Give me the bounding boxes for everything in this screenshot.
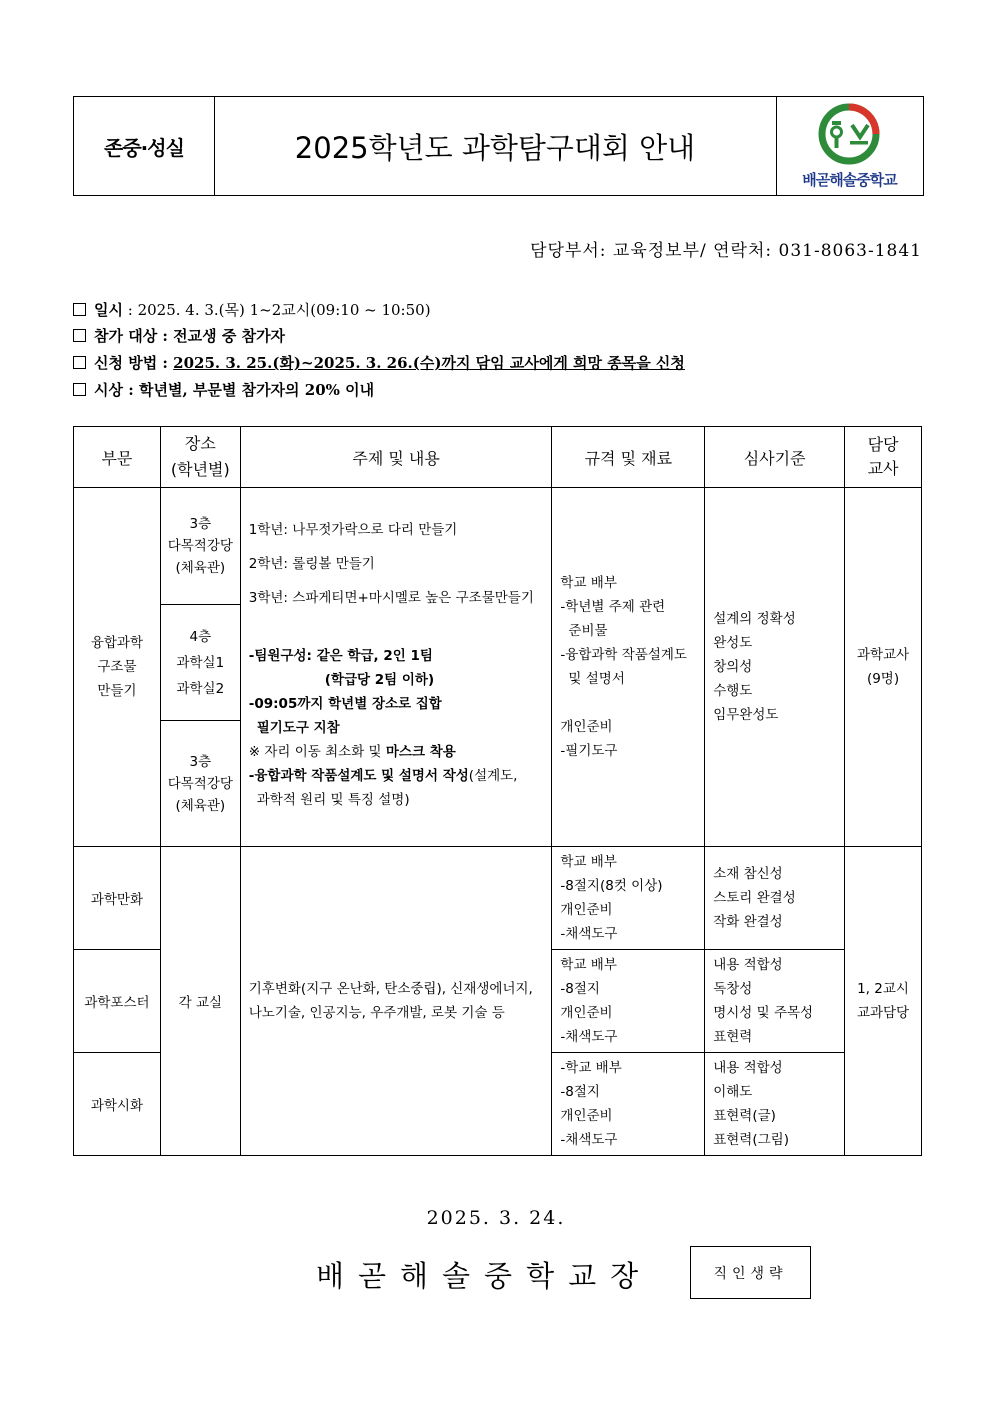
material-line: 및 설명서 — [568, 671, 625, 687]
criteria-line: 표현력(그림) — [713, 1132, 789, 1148]
material-line: 학교 배부 — [560, 575, 617, 591]
note-gather: -09:05까지 학년별 장소로 집합 — [248, 696, 442, 712]
material-line: 학교 배부 — [560, 854, 617, 870]
note-mask-text: ※ 자리 이동 최소화 및 — [248, 744, 386, 760]
topic-cell — [240, 488, 552, 847]
contact-line: 담당부서: 교육정보부/ 연락처: 031-8063-1841 — [530, 241, 922, 261]
col-header-materials: 규격 및 재료 — [552, 427, 705, 488]
school-logo — [776, 97, 923, 195]
criteria-line: 완성도 — [713, 635, 753, 651]
criteria-line: 설계의 정확성 — [713, 611, 796, 627]
col-header-topic: 주제 및 내용 — [240, 427, 552, 488]
criteria-line: 독창성 — [713, 981, 753, 997]
col-header-teacher: 담당 교사 — [845, 427, 922, 488]
note-design — [249, 764, 544, 788]
criteria-line: 명시성 및 주목성 — [713, 1005, 814, 1021]
note-design-rest: (설계도, — [468, 768, 518, 784]
place-cell: 각 교실 — [160, 847, 240, 1156]
info-label: 일시 — [94, 301, 123, 319]
criteria-line: 이해도 — [713, 1084, 753, 1100]
teacher-cell: 1, 2교시 교과담당 — [845, 847, 922, 1156]
info-value: 2025. 4. 3.(목) 1~2교시(09:10 ~ 10:50) — [137, 301, 431, 319]
school-motto: 존중·성실 — [74, 97, 215, 195]
note-team2: (학급당 2팀 이하) — [324, 672, 435, 688]
school-emblem-icon — [816, 103, 882, 165]
col-header-criteria: 심사기준 — [705, 427, 845, 488]
material-line: 개인준비 — [560, 719, 613, 735]
col-header-place: 장소 (학년별) — [160, 427, 240, 488]
checkbox-square-icon — [73, 303, 86, 316]
note-mask — [249, 740, 544, 764]
criteria-line: 소재 참신성 — [713, 866, 783, 882]
checkbox-square-icon — [73, 356, 86, 369]
criteria-cell — [705, 847, 845, 950]
info-value: 전교생 중 참가자 — [173, 327, 286, 345]
note-mask-bold: 마스크 착용 — [385, 744, 456, 760]
topic-grade3: 3학년: 스파게티면+마시멜로 높은 구조물만들기 — [248, 590, 534, 606]
material-line: -융합과학 작품설계도 — [560, 647, 687, 663]
material-line: -학년별 주제 관련 — [560, 599, 666, 615]
criteria-line: 임무완성도 — [713, 707, 779, 723]
criteria-cell — [705, 950, 845, 1053]
contest-table — [73, 426, 922, 1156]
place-cell: 3층 다목적강당 (체육관) — [160, 721, 240, 847]
criteria-cell — [705, 488, 845, 847]
document-title: 2025학년도 과학탐구대회 안내 — [214, 97, 777, 195]
info-value: 2025. 3. 25.(화)~2025. 3. 26.(수)까지 담임 교사에게 희망 종목을 신청 — [173, 354, 685, 372]
place-cell: 3층 다목적강당 (체육관) — [160, 488, 240, 605]
criteria-line: 내용 적합성 — [713, 957, 783, 973]
checkbox-square-icon — [73, 383, 86, 396]
criteria-line: 수행도 — [713, 683, 753, 699]
materials-cell — [552, 950, 705, 1053]
info-label: 참가 대상 — [94, 327, 158, 345]
header-box — [73, 96, 924, 196]
criteria-line: 창의성 — [713, 659, 753, 675]
info-item-award — [73, 380, 374, 400]
info-separator: : — [157, 327, 174, 345]
material-line: -학교 배부 — [560, 1060, 622, 1076]
place-cell: 4층 과학실1 과학실2 — [160, 605, 240, 721]
criteria-line: 표현력(글) — [713, 1108, 776, 1124]
checkbox-square-icon — [73, 329, 86, 342]
info-separator: : — [122, 381, 139, 399]
material-line: -8절지(8컷 이상) — [560, 878, 663, 894]
material-line: -채색도구 — [560, 926, 618, 942]
criteria-line: 표현력 — [713, 1029, 753, 1045]
note-design2: 과학적 원리 및 특징 설명) — [256, 792, 410, 808]
criteria-line: 작화 완결성 — [713, 914, 783, 930]
info-label: 신청 방법 — [94, 354, 158, 372]
col-header-category: 부문 — [74, 427, 161, 488]
category-poem: 과학시화 — [74, 1053, 161, 1156]
materials-cell — [552, 1053, 705, 1156]
note-team: -팀원구성: 같은 학급, 2인 1팀 — [248, 648, 433, 664]
material-line: 개인준비 — [560, 1005, 613, 1021]
material-line: -8절지 — [560, 981, 600, 997]
table-row — [74, 847, 922, 950]
info-item-date — [73, 300, 431, 320]
criteria-line: 내용 적합성 — [713, 1060, 783, 1076]
note-design-bold: -융합과학 작품설계도 및 설명서 작성 — [248, 768, 469, 784]
topic-grade2: 2학년: 롤링볼 만들기 — [248, 556, 375, 572]
material-line: -채색도구 — [560, 1132, 618, 1148]
table-header-row — [74, 427, 922, 488]
criteria-cell — [705, 1053, 845, 1156]
category-structure: 융합과학 구조물 만들기 — [74, 488, 161, 847]
material-line: 개인준비 — [560, 1108, 613, 1124]
principal-name: 배곧해솔중학교장 — [316, 1259, 653, 1293]
info-value: 학년별, 부문별 참가자의 20% 이내 — [138, 381, 375, 399]
criteria-line: 스토리 완결성 — [713, 890, 796, 906]
info-separator: : — [122, 301, 138, 319]
material-line: 학교 배부 — [560, 957, 617, 973]
material-line: -8절지 — [560, 1084, 600, 1100]
material-line: -필기도구 — [560, 743, 618, 759]
info-item-target — [73, 326, 285, 346]
category-cartoon: 과학만화 — [74, 847, 161, 950]
materials-cell — [552, 847, 705, 950]
info-item-apply — [73, 353, 685, 373]
teacher-cell: 과학교사 (9명) — [845, 488, 922, 847]
material-line: -채색도구 — [560, 1029, 618, 1045]
note-gather2: 필기도구 지참 — [256, 720, 340, 736]
category-poster: 과학포스터 — [74, 950, 161, 1053]
topic-cell: 기후변화(지구 온난화, 탄소중립), 신재생에너지, 나노기술, 인공지능, 우주개발, 로봇 기술 등 — [240, 847, 552, 1156]
info-label: 시상 — [94, 381, 123, 399]
table-row — [74, 488, 922, 605]
school-logo-text: 배곧해솔중학교 — [802, 171, 897, 189]
material-spacer — [560, 691, 696, 715]
materials-cell — [552, 488, 705, 847]
material-line: 개인준비 — [560, 902, 613, 918]
document-date: 2025. 3. 24. — [426, 1207, 566, 1229]
material-line: 준비물 — [568, 623, 608, 639]
seal-omitted-box: 직인생략 — [690, 1246, 811, 1299]
topic-grade1: 1학년: 나무젓가락으로 다리 만들기 — [248, 522, 458, 538]
info-separator: : — [157, 354, 174, 372]
